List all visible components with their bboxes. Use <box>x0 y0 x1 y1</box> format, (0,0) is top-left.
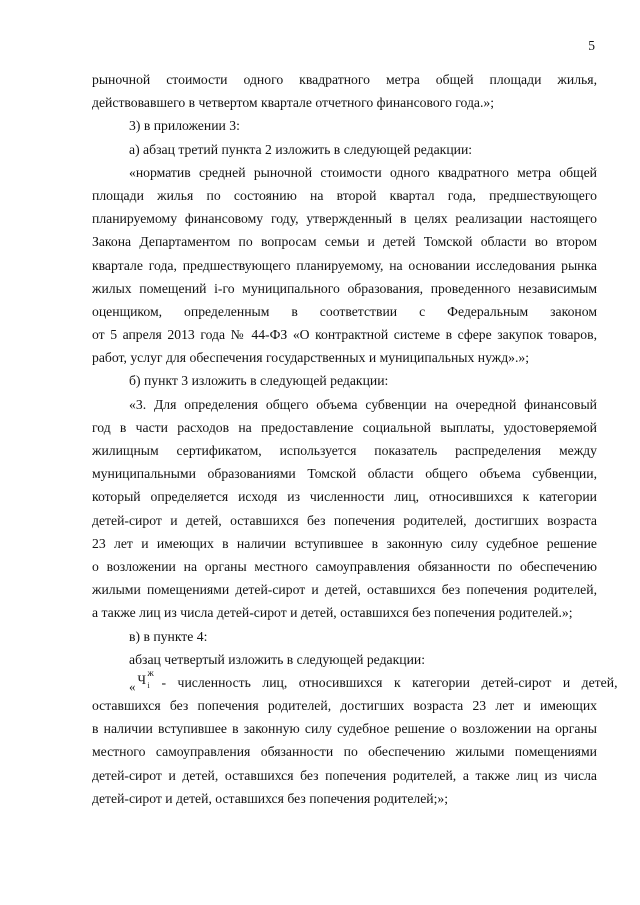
text-line: абзац четвертый изложить в следующей редакции: <box>129 651 426 667</box>
page-number: 5 <box>588 38 595 53</box>
text-line: 3) в приложении 3: <box>129 118 240 134</box>
text-line: а также лиц из числа детей-сирот и детей, оставшихся без попечения родителей.»; <box>92 605 573 621</box>
main-text-block <box>92 68 597 671</box>
formula-symbol-main: Ч <box>137 671 146 687</box>
document-body <box>92 68 618 810</box>
text-line: жилых помещений i-го муниципального образования, проведенного независимым <box>92 280 597 296</box>
text-line: Закона Департаментом по вопросам семьи и детей Томской области во втором <box>92 234 597 250</box>
text-line: планируемому финансовому году, утвержденный в целях реализации настоящего <box>92 211 597 227</box>
tail-text-block <box>92 694 597 810</box>
text-line: детей-сирот и детей, оставшихся без попечения родителей;»; <box>92 790 449 806</box>
formula-definition-text: - численность лиц, относившихся к категории детей-сирот и детей, <box>161 674 618 690</box>
text-line: б) пункт 3 изложить в следующей редакции: <box>129 373 389 389</box>
text-line: год в части расходов на предоставление социальной выплаты, удостоверяемой <box>92 419 597 435</box>
text-line: работ, услуг для обеспечения государственных и муниципальных нужд».»; <box>92 350 530 366</box>
formula-symbol <box>136 667 162 693</box>
text-line: в) в пункте 4: <box>129 628 208 644</box>
text-line: рыночной стоимости одного квадратного метра общей площади жилья, <box>92 72 597 87</box>
text-line: местного самоуправления обязанности по обеспечению жилыми помещениями <box>92 744 597 760</box>
formula-definition-line <box>92 667 618 694</box>
text-line: который определяется исходя из численности лиц, относившихся к категории <box>92 489 597 505</box>
text-line: детей-сирот и детей, оставшихся без попечения родителей, а также лиц из числа <box>92 767 597 783</box>
text-line: оставшихся без попечения родителей, достигших возраста 23 лет и имеющих <box>92 698 597 714</box>
text-line: от 5 апреля 2013 года № 44-ФЗ «О контрактной системе в сфере закупок товаров, <box>92 327 597 343</box>
text-line: «3. Для определения общего объема субвенции на очередной финансовый <box>129 396 597 412</box>
text-line: «норматив средней рыночной стоимости одного квадратного метра общей <box>129 164 597 180</box>
text-line: жилыми помещениями детей-сирот и детей, оставшихся без попечения родителей, <box>92 582 597 598</box>
text-line: оценщиком, определенным в соответствии с Федеральным законом <box>92 303 597 319</box>
text-line: жилищным сертификатом, используется показатель распределения между <box>92 443 597 458</box>
text-line: о возложении на органы местного самоуправления обязанности по обеспечению <box>92 558 597 574</box>
text-line: квартале года, предшествующего планируемому, на основании исследования рынка <box>92 257 597 273</box>
formula-symbol-subscript: i <box>147 680 150 690</box>
text-line: муниципальными образованиями Томской области общего объема субвенции, <box>92 466 597 482</box>
text-line: площади жилья по состоянию на второй квартал года, предшествующего <box>92 187 597 203</box>
formula-symbol-superscript: ж <box>147 667 154 678</box>
text-line: действовавшего в четвертом квартале отчетного финансового года.»; <box>92 95 495 111</box>
text-line: 23 лет и имеющих в наличии вступившее в законную силу судебное решение <box>92 535 597 551</box>
text-line: в наличии вступившее в законную силу судебное решение о возложении на органы <box>92 721 597 737</box>
formula-open-quote: « <box>129 678 136 694</box>
text-line: детей-сирот и детей, оставшихся без попечения родителей, достигших возраста <box>92 512 597 528</box>
text-line: а) абзац третий пункта 2 изложить в следующей редакции: <box>129 141 473 157</box>
